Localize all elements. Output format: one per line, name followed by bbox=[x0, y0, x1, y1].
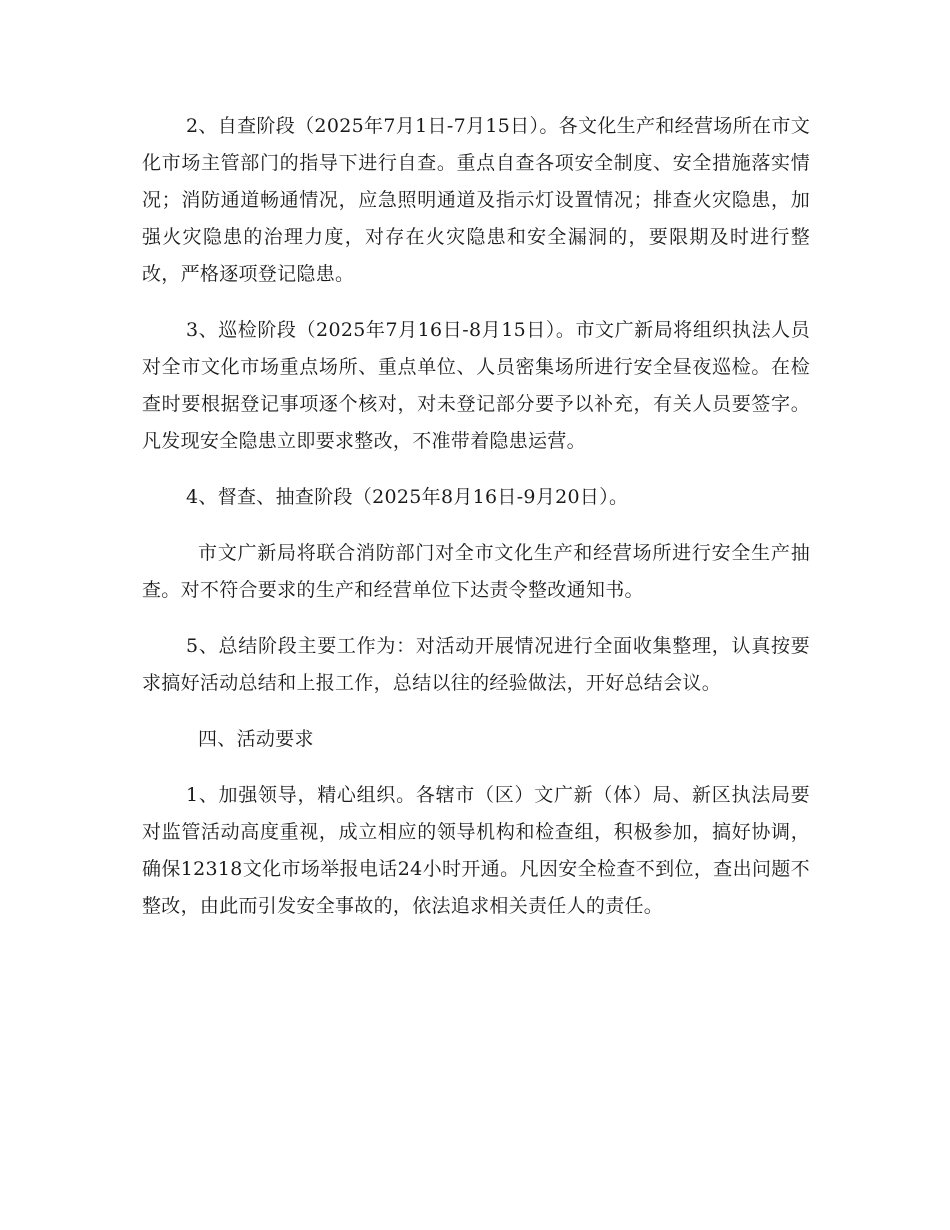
paragraph-patrol-inspection: 3、巡检阶段（2025年7月16日-8月15日）。市文广新局将组织执法人员对全市文化市场重点场所、重点单位、人员密集场所进行安全昼夜巡检。在检查时要根据登记事项逐个核对，对未登记部分要予以补充，有关人员要签字。凡发现安全隐患立即要求整改，不准带着隐患运营。 bbox=[142, 319, 810, 452]
paragraph-spot-check: 市文广新局将联合消防部门对全市文化生产和经营场所进行安全生产抽查。对不符合要求的生产和经营单位下达责令整改通知书。 bbox=[142, 542, 810, 601]
paragraph-summary-stage: 5、总结阶段主要工作为：对活动开展情况进行全面收集整理，认真按要求搞好活动总结和上报工作，总结以往的经验做法，开好总结会议。 bbox=[142, 635, 810, 694]
section-heading-requirements: 四、活动要求 bbox=[198, 728, 314, 750]
document-page bbox=[142, 108, 810, 944]
paragraph-leadership: 1、加强领导，精心组织。各辖市（区）文广新（体）局、新区执法局要对监管活动高度重视，成立相应的领导机构和检查组，积极参加，搞好协调，确保12318文化市场举报电话24小时开通。凡因安全检查不到位，查出问题不整改，由此而引发安全事故的，依法追求相关责任人的责任。 bbox=[142, 784, 810, 917]
paragraph-supervision-heading: 4、督查、抽查阶段（2025年8月16日-9月20日）。 bbox=[186, 486, 629, 508]
paragraph-self-inspection: 2、自查阶段（2025年7月1日-7月15日）。各文化生产和经营场所在市文化市场主管部门的指导下进行自查。重点自查各项安全制度、安全措施落实情况；消防通道畅通情况，应急照明通道及指示灯设置情况；排查火灾隐患，加强火灾隐患的治理力度，对存在火灾隐患和安全漏洞的，要限期及时进行整改，严格逐项登记隐患。 bbox=[142, 115, 810, 285]
